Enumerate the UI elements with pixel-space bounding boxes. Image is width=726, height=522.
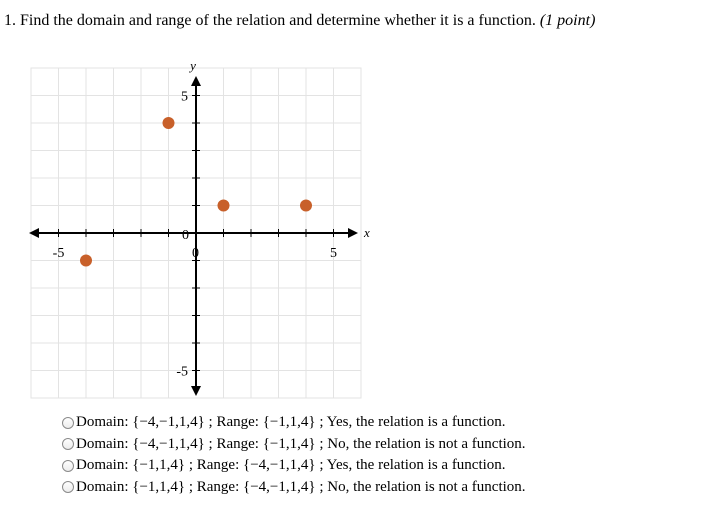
data-point [163, 117, 175, 129]
answer-options [62, 412, 526, 498]
question-points: (1 point) [539, 12, 596, 29]
y-axis-label: y [190, 58, 196, 73]
question-number: 1. [4, 12, 16, 29]
answer-option-4[interactable] [62, 477, 526, 499]
data-point [80, 255, 92, 267]
origin-label: 0 [182, 228, 189, 243]
y-tick-label: 5 [181, 89, 188, 105]
answer-option-2[interactable] [62, 434, 526, 456]
radio-button[interactable] [62, 438, 74, 450]
answer-option-label: Domain: {−1,1,4} ; Range: {−4,−1,1,4} ; Yes, the relation is a function. [76, 457, 506, 474]
radio-button[interactable] [62, 417, 74, 429]
answer-option-label: Domain: {−1,1,4} ; Range: {−4,−1,1,4} ; No, the relation is not a function. [76, 478, 526, 495]
radio-button[interactable] [62, 460, 74, 472]
answer-option-label: Domain: {−4,−1,1,4} ; Range: {−1,1,4} ; Yes, the relation is a function. [76, 414, 506, 431]
radio-button[interactable] [62, 481, 74, 493]
data-point [300, 200, 312, 212]
answer-option-label: Domain: {−4,−1,1,4} ; Range: {−1,1,4} ; No, the relation is not a function. [76, 435, 526, 452]
x-tick-label: 5 [330, 246, 337, 261]
question-prompt: Find the domain and range of the relation and determine whether it is a function. [20, 12, 536, 29]
x-axis-label: x [364, 225, 370, 240]
origin-label-below: 0 [192, 246, 199, 261]
data-point [218, 200, 230, 212]
x-tick-label: -5 [52, 246, 65, 261]
answer-option-3[interactable] [62, 455, 526, 477]
y-tick-label: -5 [176, 364, 188, 380]
answer-option-1[interactable] [62, 412, 526, 434]
